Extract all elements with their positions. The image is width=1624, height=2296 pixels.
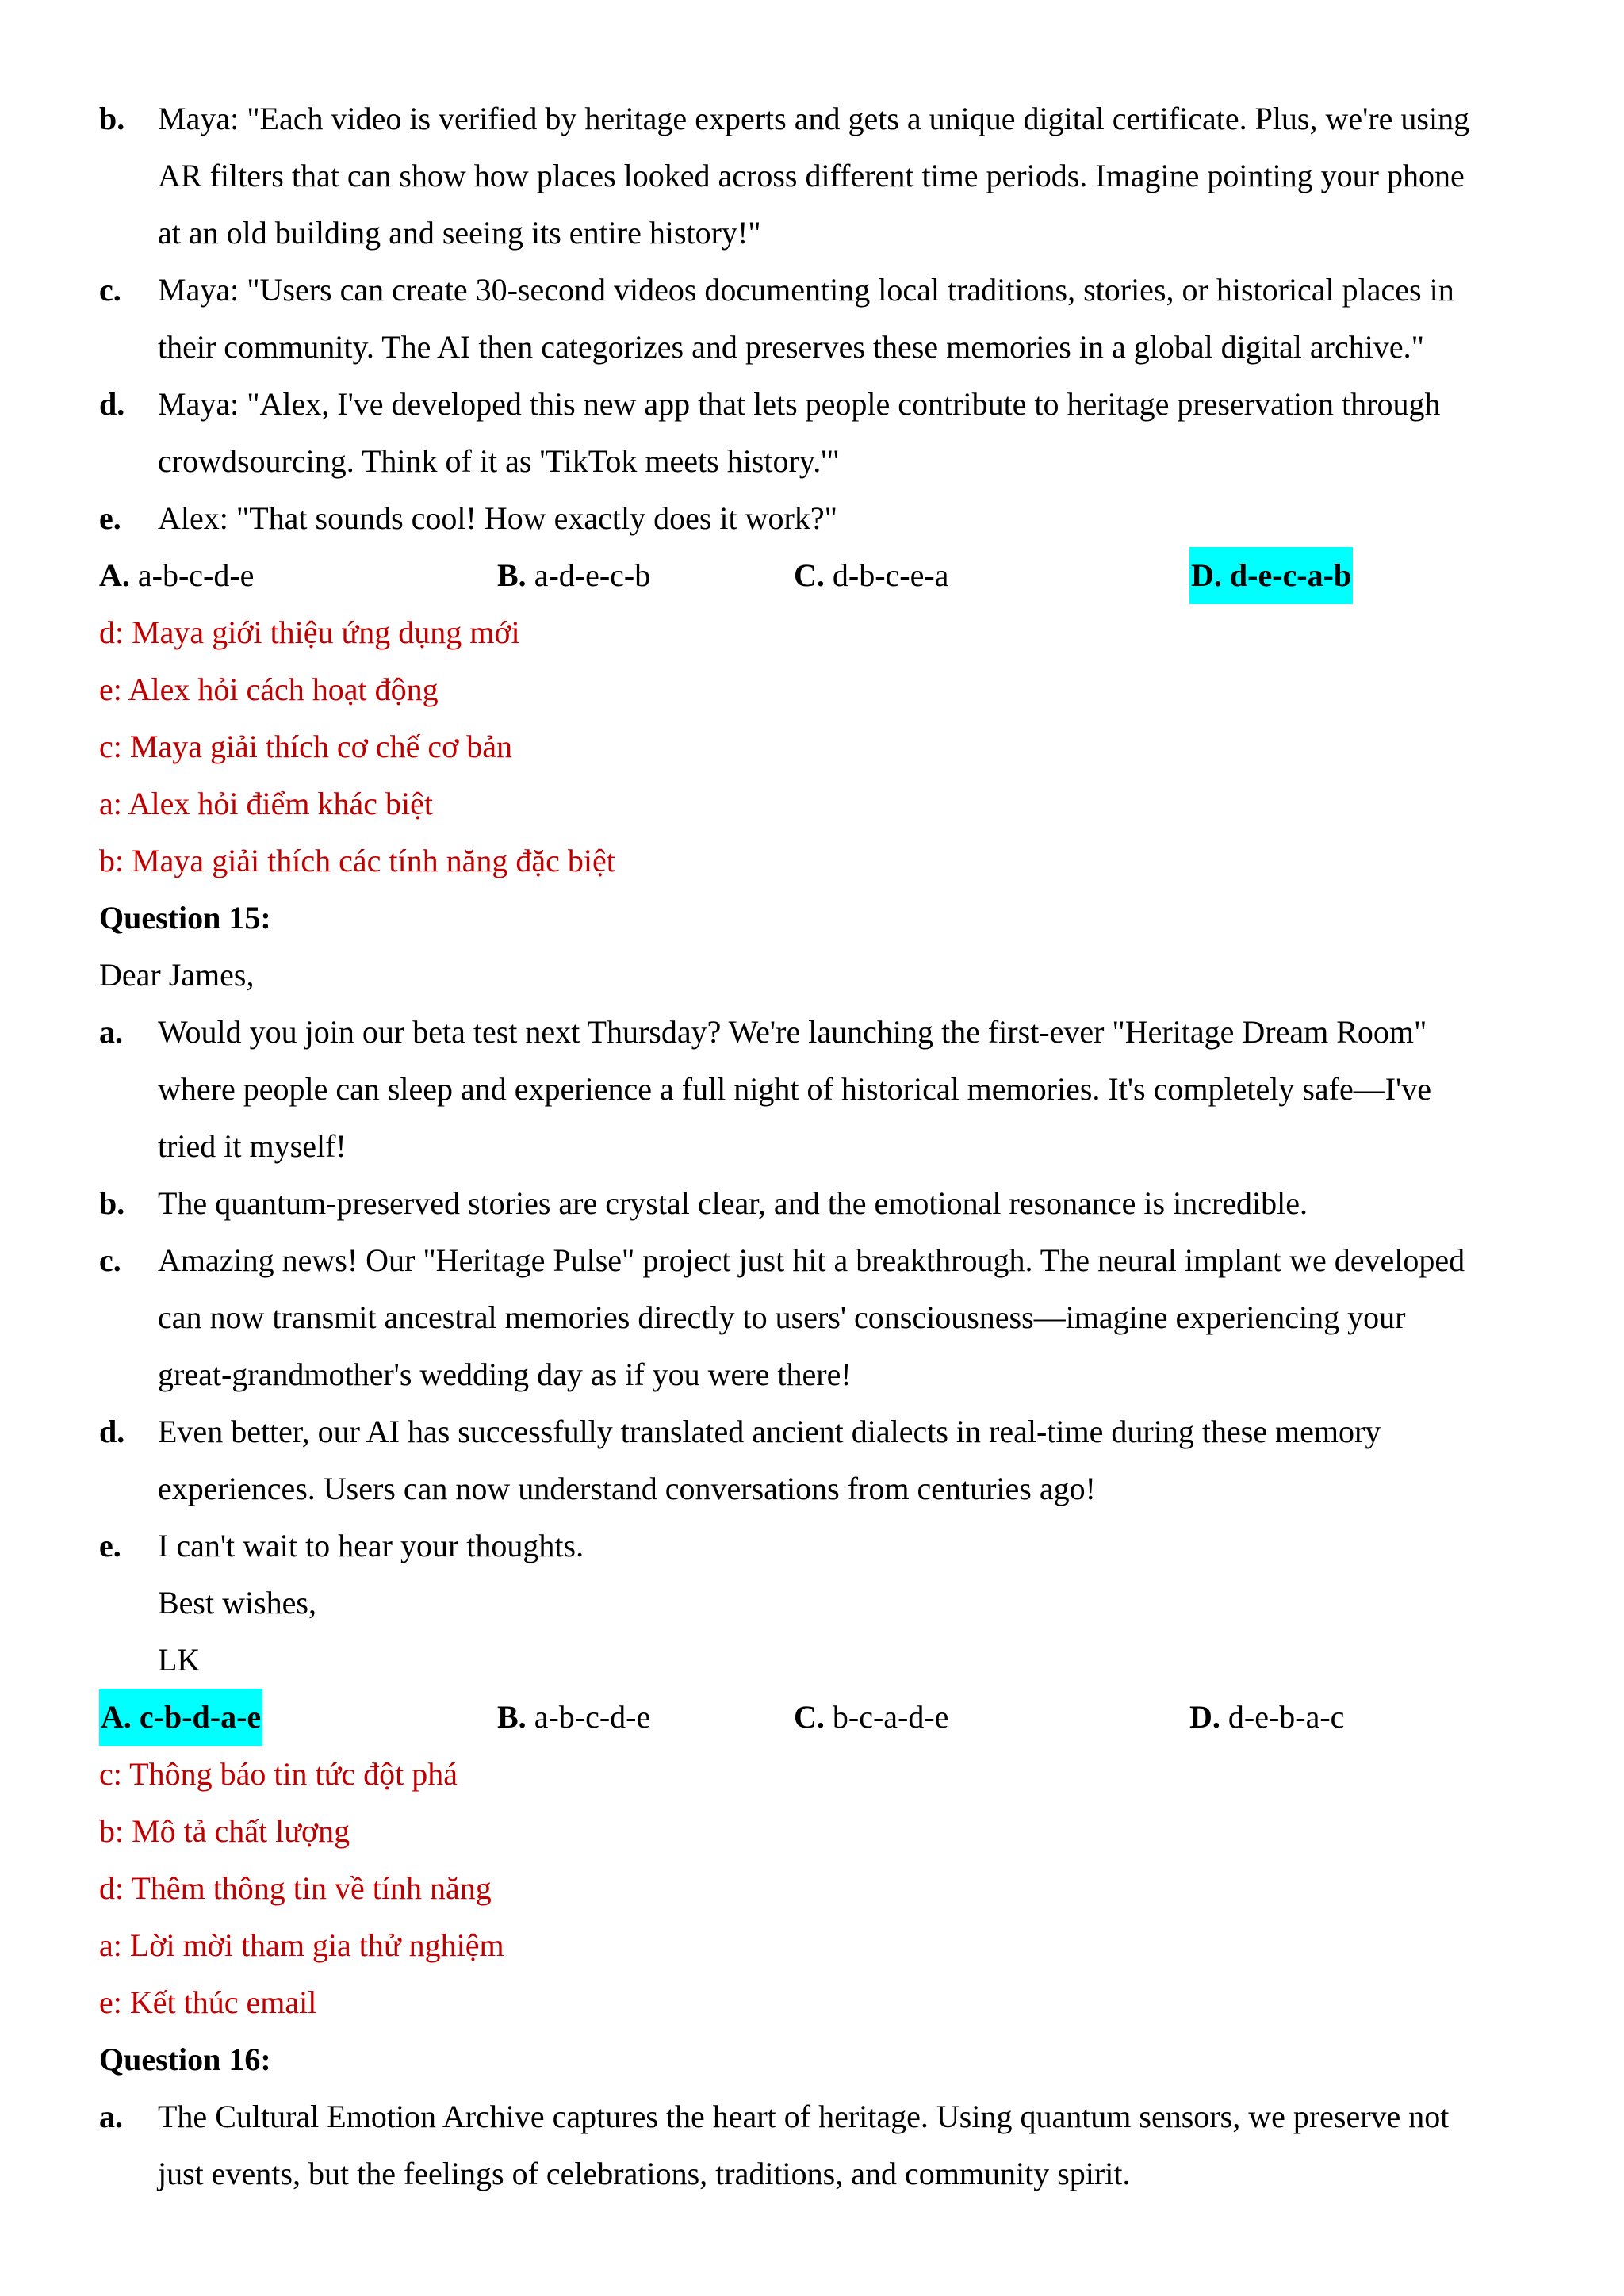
item-text: just events, but the feelings of celebrations, traditions, and community spirit. (158, 2156, 1131, 2191)
q15-item-d-line-2 (99, 1460, 1568, 1517)
option-letter: D. (1191, 557, 1222, 593)
q15-item-d (99, 1403, 1568, 1460)
q15-option-b (497, 1689, 650, 1746)
item-label: d. (99, 1414, 125, 1449)
item-text: Amazing news! Our "Heritage Pulse" project just hit a breakthrough. The neural implant we developed (158, 1242, 1465, 1278)
q15-item-c-line-3 (99, 1346, 1568, 1403)
option-text: c-b-d-a-e (139, 1699, 262, 1735)
item-label: a. (99, 2099, 123, 2134)
item-text: AR filters that can show how places looked across different time periods. Imagine pointing your phone (158, 158, 1465, 193)
item-label: a. (99, 1014, 123, 1050)
item-text: experiences. Users can now understand conversations from centuries ago! (158, 1471, 1096, 1506)
q14-item-c (99, 262, 1568, 319)
q15-item-a (99, 1004, 1568, 1061)
item-label: e. (99, 500, 121, 536)
item-text: crowdsourcing. Think of it as 'TikTok meets history.'" (158, 443, 840, 479)
item-text: where people can sleep and experience a full night of historical memories. It's completely safe—I've (158, 1071, 1432, 1107)
q15-signoff (99, 1575, 1568, 1632)
q15-explanation: a: Lời mời tham gia thử nghiệm (99, 1927, 504, 1963)
item-label: b. (99, 1185, 125, 1221)
option-letter: C. (794, 1699, 825, 1735)
option-letter: B. (497, 557, 527, 593)
item-label: c. (99, 272, 121, 308)
item-label: b. (99, 101, 125, 136)
q14-item-d (99, 376, 1568, 433)
option-letter: C. (794, 557, 825, 593)
option-letter: A. (101, 1699, 132, 1735)
item-text: Would you join our beta test next Thursday? We're launching the first-ever "Heritage Dream Room" (158, 1014, 1427, 1050)
q14-explanation: b: Maya giải thích các tính năng đặc biệt (99, 843, 615, 878)
q14-explanation: c: Maya giải thích cơ chế cơ bản (99, 729, 512, 764)
item-text: tried it myself! (158, 1128, 347, 1164)
q14-item-c-line-2 (99, 319, 1568, 376)
item-label: e. (99, 1528, 121, 1563)
option-letter: A. (99, 557, 130, 593)
item-text: The quantum-preserved stories are crystal clear, and the emotional resonance is incredible. (158, 1185, 1308, 1221)
item-label: c. (99, 1242, 121, 1278)
q15-signature (99, 1632, 1568, 1689)
q14-item-d-line-2 (99, 433, 1568, 490)
q14-explanation: d: Maya giới thiệu ứng dụng mới (99, 614, 520, 650)
option-text: a-d-e-c-b (534, 557, 651, 593)
item-text: Maya: "Users can create 30-second videos documenting local traditions, stories, or historical places in (158, 272, 1454, 308)
item-label: d. (99, 386, 125, 422)
q15-explanation: e: Kết thúc email (99, 1984, 317, 2020)
q14-option-b (497, 547, 650, 604)
option-text: d-e-b-a-c (1228, 1699, 1345, 1735)
q15-item-c (99, 1232, 1568, 1289)
q14-item-b-line-3 (99, 205, 1568, 262)
item-text: LK (158, 1642, 201, 1678)
q15-explanation: c: Thông báo tin tức đột phá (99, 1756, 458, 1792)
q15-option-d (1189, 1689, 1344, 1746)
question-15-heading: Question 15: (99, 900, 271, 936)
q15-explanation: b: Mô tả chất lượng (99, 1813, 350, 1849)
item-text: Best wishes, (158, 1585, 316, 1621)
item-text: their community. The AI then categorizes and preserves these memories in a global digital archive." (158, 329, 1424, 365)
q15-item-b (99, 1175, 1568, 1232)
question-16-heading: Question 16: (99, 2042, 271, 2077)
item-text: Maya: "Alex, I've developed this new app that lets people contribute to heritage preservation through (158, 386, 1441, 422)
option-text: a-b-c-d-e (137, 557, 255, 593)
item-text: can now transmit ancestral memories directly to users' consciousness—imagine experiencing your (158, 1299, 1406, 1335)
option-letter: B. (497, 1699, 527, 1735)
q15-item-c-line-2 (99, 1289, 1568, 1346)
item-text: The Cultural Emotion Archive captures the heart of heritage. Using quantum sensors, we preserve not (158, 2099, 1450, 2134)
q14-item-b (99, 90, 1568, 147)
q15-item-e (99, 1517, 1568, 1575)
q14-option-a (99, 547, 254, 604)
option-text: d-b-c-e-a (832, 557, 949, 593)
item-text: Maya: "Each video is verified by heritage experts and gets a unique digital certificate. Plus, we're using (158, 101, 1470, 136)
q14-explanation: a: Alex hỏi điểm khác biệt (99, 786, 433, 821)
option-text: b-c-a-d-e (832, 1699, 949, 1735)
item-text: I can't wait to hear your thoughts. (158, 1528, 584, 1563)
q14-item-e (99, 490, 1568, 547)
q15-options (99, 1689, 1568, 1746)
option-text: a-b-c-d-e (534, 1699, 651, 1735)
option-letter: D. (1189, 1699, 1220, 1735)
q14-options (99, 547, 1568, 604)
q15-item-a-line-3 (99, 1118, 1568, 1175)
q16-item-a (99, 2088, 1568, 2145)
item-text: Even better, our AI has successfully translated ancient dialects in real-time during these memory (158, 1414, 1381, 1449)
q14-option-c (794, 547, 948, 604)
q14-item-b-line-2 (99, 147, 1568, 205)
q14-explanation: e: Alex hỏi cách hoạt động (99, 672, 439, 707)
item-text: great-grandmother's wedding day as if you were there! (158, 1357, 852, 1392)
q16-item-a-line-2 (99, 2145, 1568, 2202)
option-text: d-e-c-a-b (1229, 557, 1352, 593)
q15-explanation: d: Thêm thông tin về tính năng (99, 1870, 492, 1906)
q15-greeting: Dear James, (99, 957, 255, 993)
q15-item-a-line-2 (99, 1061, 1568, 1118)
item-text: at an old building and seeing its entire history!" (158, 215, 761, 251)
item-text: Alex: "That sounds cool! How exactly does it work?" (158, 500, 837, 536)
q14-option-d-correct (1189, 547, 1353, 604)
q15-option-a-correct (99, 1689, 262, 1746)
q15-option-c (794, 1689, 948, 1746)
